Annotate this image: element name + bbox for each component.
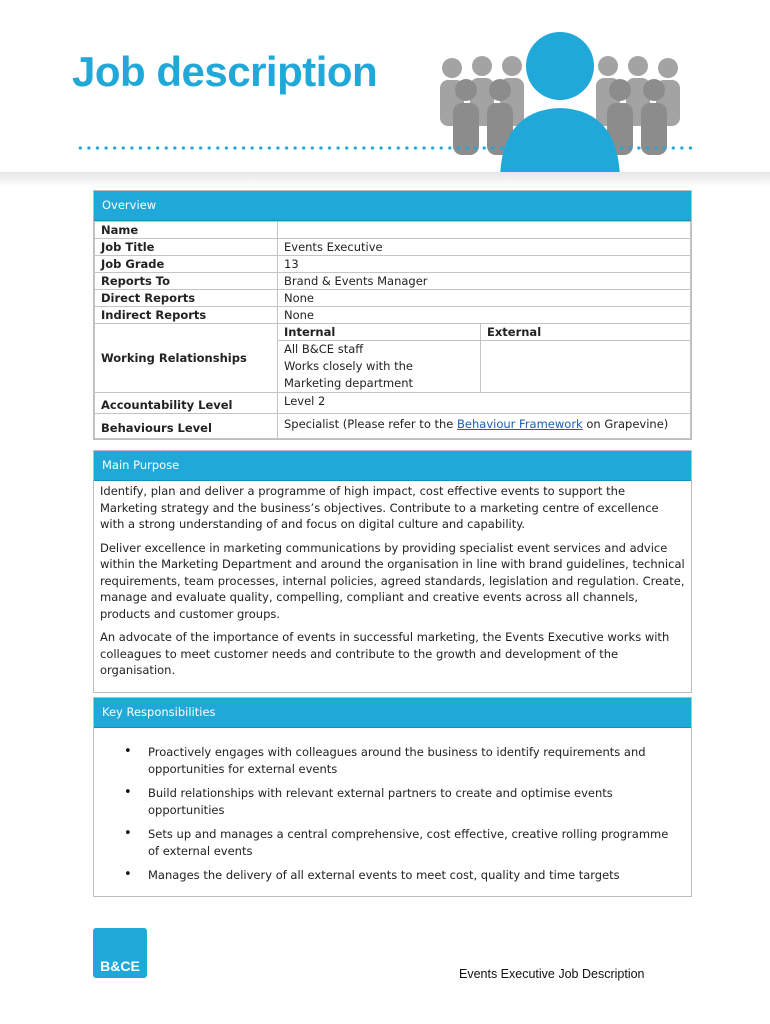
purpose-paragraph: An advocate of the importance of events in successful marketing, the Events Executive works with colleagues to meet customer needs and contribute to the growth and development of the organisation. <box>100 630 670 677</box>
table-row <box>95 239 691 256</box>
table-row <box>95 256 691 273</box>
direct-reports-value: None <box>278 290 691 307</box>
external-heading: External <box>481 324 691 341</box>
header-shadow-bar <box>0 172 770 186</box>
purpose-paragraph: Deliver excellence in marketing communications by providing specialist event services and advice within the Marketing Department and around the organisation in line with brand guidelines, technical requirements, team processes, internal policies, agreed standards, legislation and regulation. Create, manage and evaluate quality, compelling, compliant and creative events across all channels, products and customer groups. <box>100 540 685 621</box>
page-title: Job description <box>72 48 378 95</box>
list-item: • Build relationships with relevant external partners to create and optimise events opportunities <box>148 785 681 818</box>
responsibilities-list <box>122 744 681 884</box>
purpose-paragraph: Identify, plan and deliver a programme of high impact, cost effective events to support the Marketing strategy and the business’s objectives. Contribute to a marketing centre of excellence with a strong understanding of and focus on digital culture and capability. <box>100 484 659 531</box>
name-label: Name <box>95 222 278 239</box>
overview-section <box>93 190 692 440</box>
reports-to-value: Brand & Events Manager <box>278 273 691 290</box>
key-responsibilities-heading: Key Responsibilities <box>94 698 691 728</box>
list-item: • Manages the delivery of all external events to meet cost, quality and time targets <box>148 867 681 884</box>
job-title-label: Job Title <box>95 239 278 256</box>
behaviours-prefix: Specialist (Please refer to the <box>284 417 458 431</box>
external-relationships <box>481 341 691 393</box>
behaviours-label: Behaviours Level <box>95 414 278 439</box>
indirect-reports-value: None <box>278 307 691 324</box>
job-grade-label: Job Grade <box>95 256 278 273</box>
list-item: • Sets up and manages a central comprehensive, cost effective, creative rolling programme of external events <box>148 826 681 859</box>
accountability-value: Level 2 <box>278 393 691 414</box>
overview-heading: Overview <box>94 191 691 221</box>
bce-logo: B&CE <box>93 928 147 978</box>
internal-line: Marketing department <box>284 376 414 390</box>
table-row <box>95 414 691 439</box>
internal-heading: Internal <box>278 324 481 341</box>
overview-table <box>94 221 691 439</box>
behaviour-framework-link[interactable]: Behaviour Framework <box>457 417 583 431</box>
direct-reports-label: Direct Reports <box>95 290 278 307</box>
name-value <box>278 222 691 239</box>
table-row <box>95 324 691 341</box>
main-purpose-section <box>93 450 692 693</box>
job-grade-value: 13 <box>278 256 691 273</box>
working-relationships-label: Working Relationships <box>95 324 278 393</box>
table-row <box>95 393 691 414</box>
internal-line: All B&CE staff <box>284 342 364 356</box>
people-group-icon <box>430 28 690 178</box>
table-row <box>95 222 691 239</box>
responsibilities-body <box>94 728 691 896</box>
footer-doc-title: Events Executive Job Description <box>459 967 645 981</box>
main-purpose-body <box>94 481 691 692</box>
indirect-reports-label: Indirect Reports <box>95 307 278 324</box>
table-row <box>95 290 691 307</box>
internal-line: Works closely with the <box>284 359 413 373</box>
reports-to-label: Reports To <box>95 273 278 290</box>
table-row <box>95 307 691 324</box>
list-item: • Proactively engages with colleagues around the business to identify requirements and opportunities for external events <box>148 744 681 777</box>
behaviours-value <box>278 414 691 439</box>
job-title-value: Events Executive <box>278 239 691 256</box>
accountability-label: Accountability Level <box>95 393 278 414</box>
dotted-divider <box>76 146 696 150</box>
behaviours-suffix: on Grapevine) <box>582 417 669 431</box>
internal-relationships <box>278 341 481 393</box>
key-responsibilities-section <box>93 697 692 897</box>
table-row <box>95 273 691 290</box>
main-purpose-heading: Main Purpose <box>94 451 691 481</box>
